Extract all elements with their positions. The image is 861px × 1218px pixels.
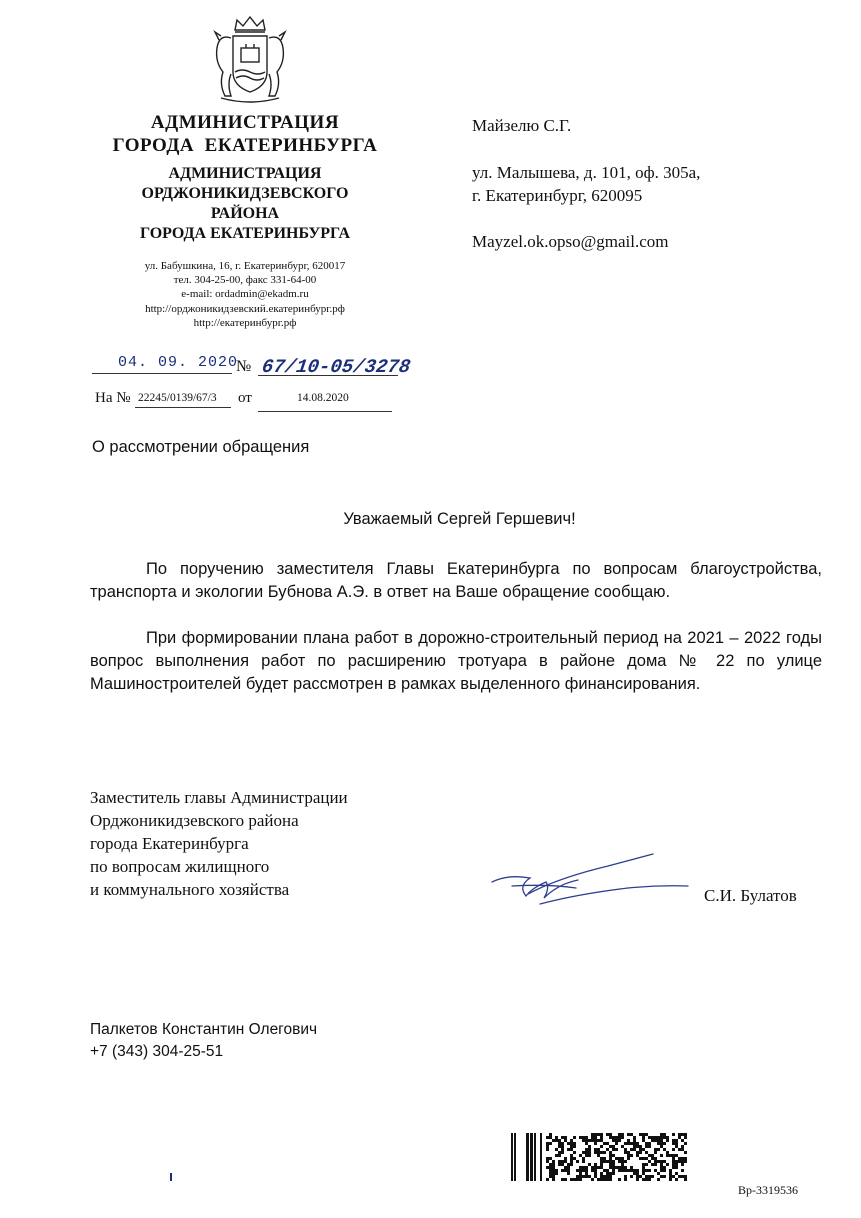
- outgoing-date-stamp: 04. 09. 2020: [118, 354, 239, 371]
- coat-of-arms-emblem: [205, 14, 295, 106]
- recipient-email: Mayzel.ok.opso@gmail.com: [472, 232, 669, 251]
- letterhead-phone: тел. 304-25-00, факс 331-64-00: [173, 274, 317, 286]
- letter-subject: О рассмотрении обращения: [92, 438, 310, 456]
- body-paragraph-1: По поручению заместителя Главы Екатеринбурга по вопросам благоустройства, транспорта и экологии Бубнова А.Э. в ответ на Ваше обращение сообщаю.: [90, 560, 822, 601]
- recipient-street: ул. Малышева, д. 101, оф. 305а,: [472, 163, 701, 182]
- recipient-city: г. Екатеринбург, 620095: [472, 186, 643, 205]
- admin-title-line1: АДМИНИСТРАЦИЯ: [150, 112, 340, 133]
- document-barcode: [508, 1133, 688, 1181]
- letterhead-site1: http://орджоникидзевский.екатеринбург.рф: [145, 303, 345, 315]
- admin-title-line2: ГОРОДА ЕКАТЕРИНБУРГА: [112, 135, 378, 156]
- executor-phone: +7 (343) 304-25-51: [90, 1043, 224, 1060]
- letterhead-site2: http://екатеринбург.рф: [193, 317, 297, 329]
- outgoing-date-underline: [92, 373, 232, 374]
- reference-date-underline: [258, 411, 392, 412]
- district-title-line3: РАЙОНА: [210, 205, 280, 222]
- signatory-position-line1: Заместитель главы Администрации: [90, 788, 348, 807]
- letterhead-address: ул. Бабушкина, 16, г. Екатеринбург, 620017: [144, 260, 346, 272]
- reference-label: На №: [95, 390, 131, 406]
- body-paragraph-2: При формировании плана работ в дорожно-строительный период на 2021 – 2022 годы вопрос выполнения работ по расширению тротуара в районе дома № 22 по улице Машиностроителей будет рассмотрен в рамках выделенного финансирования.: [90, 629, 822, 693]
- handwritten-signature: [488, 848, 693, 912]
- reference-number: 22245/0139/67/3: [138, 392, 217, 404]
- letterhead-email: e-mail: ordadmin@ekadm.ru: [181, 288, 309, 300]
- district-title-line4: ГОРОДА ЕКАТЕРИНБУРГА: [139, 225, 351, 242]
- signatory-name: С.И. Булатов: [704, 886, 797, 905]
- district-title-line1: АДМИНИСТРАЦИЯ: [168, 165, 322, 182]
- recipient-name: Майзелю С.Г.: [472, 116, 572, 135]
- number-sign: №: [236, 358, 252, 375]
- reference-number-underline: [135, 407, 231, 408]
- scan-mark: [170, 1173, 172, 1181]
- district-title-line2: ОРДЖОНИКИДЗЕВСКОГО: [141, 185, 349, 202]
- executor-name: Палкетов Константин Олегович: [90, 1021, 318, 1038]
- signatory-position-line5: и коммунального хозяйства: [90, 880, 290, 899]
- signatory-position-line3: города Екатеринбурга: [90, 834, 249, 853]
- outgoing-number-underline: [258, 375, 398, 376]
- signatory-position-line4: по вопросам жилищного: [90, 857, 270, 876]
- outgoing-number-stamp: 67/10-05/3278: [260, 356, 412, 378]
- reference-date: 14.08.2020: [297, 392, 349, 404]
- document-code: Вр-3319536: [738, 1183, 798, 1197]
- reference-from-label: от: [238, 390, 252, 406]
- signatory-position-line2: Орджоникидзевского района: [90, 811, 299, 830]
- salutation: Уважаемый Сергей Гершевич!: [343, 510, 576, 528]
